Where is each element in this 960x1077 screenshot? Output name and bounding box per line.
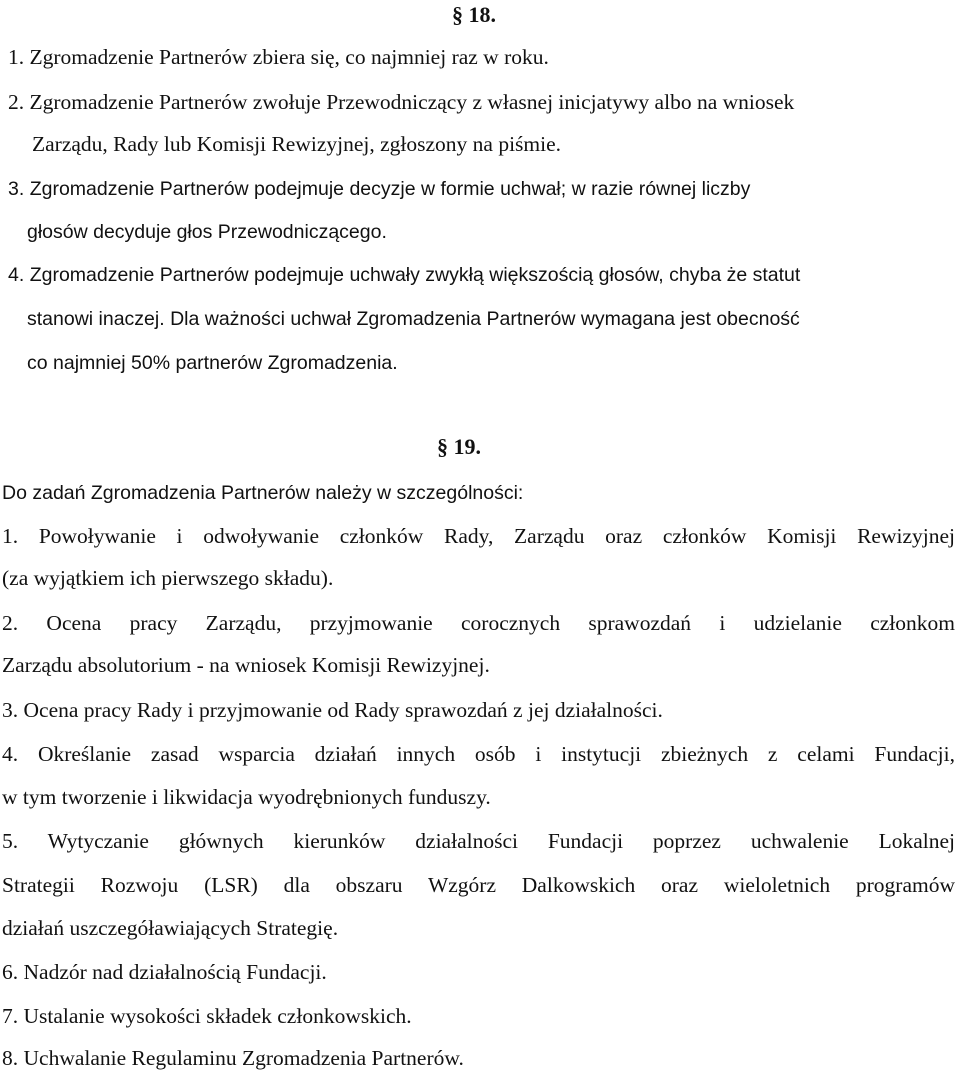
item-number: 3. xyxy=(2,698,19,722)
item-number: 7. xyxy=(2,1004,19,1028)
item-number: 3. xyxy=(8,178,25,200)
item-text: Zgromadzenie Partnerów zwołuje Przewodniczący z własnej inicjatywy albo na wniosek xyxy=(29,90,795,114)
section-18-item-3-cont: głosów decyduje głos Przewodniczącego. xyxy=(27,221,387,243)
section-19-heading: § 19. xyxy=(437,434,481,459)
section-19-intro: Do zadań Zgromadzenia Partnerów należy w szczególności: xyxy=(2,482,524,504)
item-number: 5. xyxy=(2,829,19,853)
section-19-item-8 xyxy=(2,1045,464,1071)
item-text: Nadzór nad działalnością Fundacji. xyxy=(23,960,327,984)
section-19-item-2-cont: Zarządu absolutorium - na wniosek Komisji Rewizyjnej. xyxy=(2,653,490,677)
section-19-item-2 xyxy=(2,610,955,636)
section-19-item-5-cont-1: Strategii Rozwoju (LSR) dla obszaru Wzgórz Dalkowskich oraz wieloletnich programów xyxy=(2,873,955,897)
item-text: Powoływanie i odwoływanie członków Rady, Zarządu oraz członków Komisji Rewizyjnej xyxy=(38,524,955,548)
section-18-item-4 xyxy=(8,262,800,288)
item-text: Uchwalanie Regulaminu Zgromadzenia Partnerów. xyxy=(23,1046,464,1070)
item-number: 6. xyxy=(2,960,19,984)
section-19-item-5-cont-2: działań uszczegóławiających Strategię. xyxy=(2,916,339,940)
item-number: 2. xyxy=(2,611,19,635)
section-19-item-1-cont: (za wyjątkiem ich pierwszego składu). xyxy=(2,566,334,590)
section-18-item-3 xyxy=(8,176,750,202)
item-text: Ustalanie wysokości składek członkowskich. xyxy=(23,1004,412,1028)
section-19-item-6 xyxy=(2,959,327,985)
section-19-item-3 xyxy=(2,697,663,723)
item-text: Określanie zasad wsparcia działań innych osób i instytucji zbieżnych z celami Fundacji, xyxy=(37,742,956,766)
item-text: Ocena pracy Zarządu, przyjmowanie corocznych sprawozdań i udzielanie członkom xyxy=(46,611,956,635)
section-18-item-4-cont-1: stanowi inaczej. Dla ważności uchwał Zgromadzenia Partnerów wymagana jest obecność xyxy=(27,308,800,330)
section-19-item-7 xyxy=(2,1003,412,1029)
item-number: 1. xyxy=(8,45,25,69)
section-18-heading: § 18. xyxy=(452,2,496,27)
item-text: Zgromadzenie Partnerów zbiera się, co najmniej raz w roku. xyxy=(29,45,549,69)
section-18-item-2 xyxy=(8,89,794,115)
section-19-item-1 xyxy=(2,523,955,549)
item-number: 8. xyxy=(2,1046,19,1070)
item-number: 4. xyxy=(8,264,25,286)
section-19-item-4-cont: w tym tworzenie i likwidacja wyodrębnionych funduszy. xyxy=(2,785,491,809)
item-text: Ocena pracy Rady i przyjmowanie od Rady sprawozdań z jej działalności. xyxy=(23,698,663,722)
item-text: Zgromadzenie Partnerów podejmuje decyzje w formie uchwał; w razie równej liczby xyxy=(29,178,751,200)
item-number: 4. xyxy=(2,742,19,766)
section-18-item-1 xyxy=(8,44,549,70)
item-number: 1. xyxy=(2,524,19,548)
section-19-item-5 xyxy=(2,828,955,854)
item-number: 2. xyxy=(8,90,25,114)
item-text: Zgromadzenie Partnerów podejmuje uchwały zwykłą większością głosów, chyba że statut xyxy=(29,264,801,286)
section-19-item-4 xyxy=(2,741,955,767)
section-18-item-2-cont: Zarządu, Rady lub Komisji Rewizyjnej, zgłoszony na piśmie. xyxy=(32,132,562,156)
section-18-item-4-cont-2: co najmniej 50% partnerów Zgromadzenia. xyxy=(27,352,398,374)
item-text: Wytyczanie głównych kierunków działalności Fundacji poprzez uchwalenie Lokalnej xyxy=(47,829,955,853)
